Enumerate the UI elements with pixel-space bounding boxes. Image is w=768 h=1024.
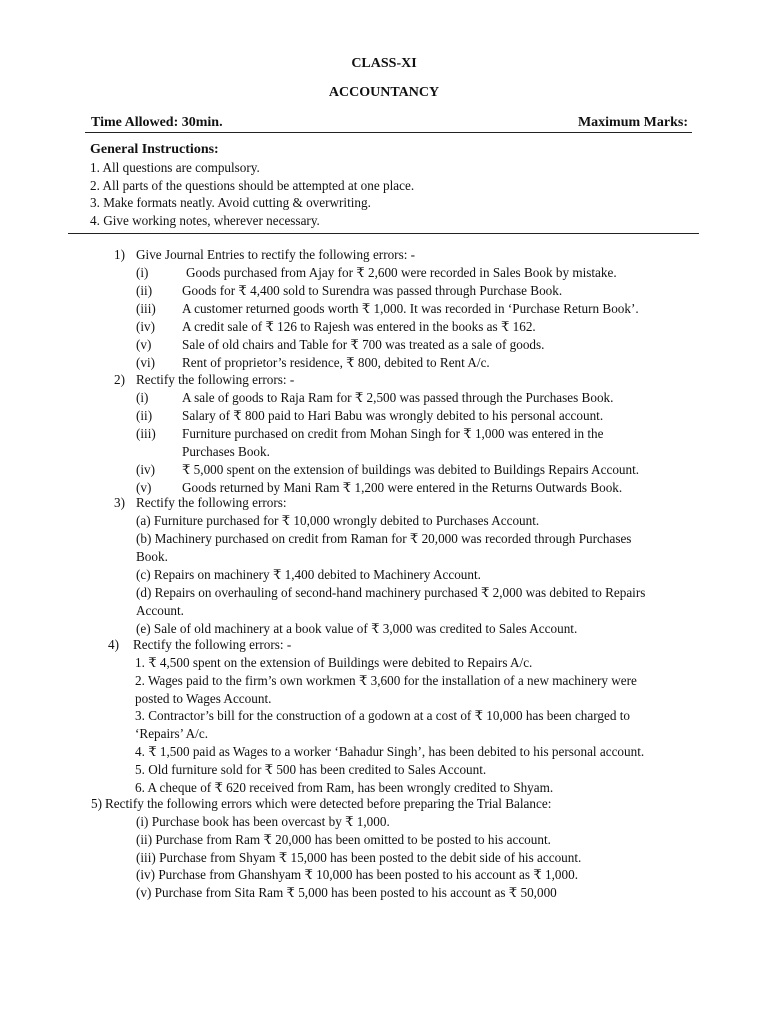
instruction-item: 4. Give working notes, wherever necessary. [90, 212, 320, 228]
question-line: (c) Repairs on machinery ₹ 1,400 debited to Machinery Account. [136, 567, 481, 582]
question-heading [114, 494, 645, 512]
sub-question-text: Sale of old chairs and Table for ₹ 700 was treated as a sale of goods. [182, 337, 545, 352]
question-2 [114, 371, 639, 497]
sub-question-text: Salary of ₹ 800 paid to Hari Babu was wrongly debited to his personal account. [182, 408, 604, 423]
question-line: 6. A cheque of ₹ 620 received from Ram, has been wrongly credited to Shyam. [135, 779, 554, 795]
question-prompt: Rectify the following errors: [136, 495, 287, 510]
sub-question-label: (i) [136, 265, 149, 280]
sub-question-text: ₹ 5,000 spent on the extension of buildings was debited to Buildings Repairs Account. [182, 462, 640, 477]
question-1 [114, 246, 639, 372]
class-title: CLASS-XI [351, 56, 417, 71]
sub-question [136, 300, 639, 318]
question-line: Book. [136, 549, 168, 564]
sub-question-label: (iv) [136, 319, 156, 334]
question-heading [91, 795, 581, 813]
question-line: (v) Purchase from Sita Ram ₹ 5,000 has been posted to his account as ₹ 50,000 [136, 885, 557, 901]
question-4 [108, 636, 644, 796]
question-number: 3) [114, 495, 125, 510]
instruction-item: 3. Make formats neatly. Avoid cutting & overwriting. [90, 195, 371, 210]
sub-question-label: (ii) [136, 283, 153, 298]
sub-question-label: (i) [136, 390, 149, 405]
sub-question-text: A sale of goods to Raja Ram for ₹ 2,500 was passed through the Purchases Book. [182, 390, 614, 405]
sub-question-label: (ii) [136, 408, 153, 423]
question-number: 5) [91, 796, 102, 811]
sub-question [136, 318, 639, 336]
instruction-item: 1. All questions are compulsory. [90, 160, 260, 175]
question-number: 4) [108, 637, 119, 652]
sub-question [136, 354, 639, 372]
question-line: (d) Repairs on overhauling of second-hand machinery purchased ₹ 2,000 was debited to Repairs [136, 585, 646, 600]
exam-meta-row [91, 114, 690, 132]
question-prompt: Give Journal Entries to rectify the following errors: - [136, 247, 416, 262]
instructions-divider [68, 233, 699, 234]
sub-question-label: (iii) [136, 426, 156, 441]
sub-question-label: (v) [136, 480, 152, 495]
question-3 [114, 494, 645, 638]
sub-question-text: Rent of proprietor’s residence, ₹ 800, debited to Rent A/c. [182, 355, 490, 370]
question-line: (iv) Purchase from Ghanshyam ₹ 10,000 has been posted to his account as ₹ 1,000. [136, 867, 578, 883]
question-line: 2. Wages paid to the firm’s own workmen ₹ 3,600 for the installation of a new machinery were [135, 672, 637, 688]
sub-question-text: A credit sale of ₹ 126 to Rajesh was entered in the books as ₹ 162. [182, 319, 536, 334]
time-allowed: Time Allowed: 30min. [91, 115, 223, 130]
sub-question [136, 407, 639, 425]
sub-question-label: (vi) [136, 355, 156, 370]
question-line: (b) Machinery purchased on credit from Raman for ₹ 20,000 was recorded through Purchases [136, 531, 632, 546]
sub-question [136, 461, 639, 479]
question-prompt: Rectify the following errors which were detected before preparing the Trial Balance: [105, 796, 552, 811]
sub-question-text: Purchases Book. [182, 444, 270, 459]
maximum-marks: Maximum Marks: [577, 115, 688, 130]
sub-question [136, 264, 639, 282]
sub-question [136, 282, 639, 300]
instructions-title: General Instructions: [90, 142, 219, 157]
question-line: ‘Repairs’ A/c. [135, 726, 208, 742]
question-prompt: Rectify the following errors: - [136, 372, 295, 387]
question-line: (e) Sale of old machinery at a book value of ₹ 3,000 was credited to Sales Account. [136, 621, 578, 636]
sub-question-label: (v) [136, 337, 152, 352]
question-line: (ii) Purchase from Ram ₹ 20,000 has been omitted to be posted to his account. [136, 831, 551, 847]
sub-question [136, 336, 639, 354]
question-line: 3. Contractor’s bill for the construction of a godown at a cost of ₹ 10,000 has been charged to [135, 708, 630, 724]
question-heading [114, 246, 639, 264]
sub-question-text: Goods returned by Mani Ram ₹ 1,200 were entered in the Returns Outwards Book. [182, 480, 623, 495]
question-line: 4. ₹ 1,500 paid as Wages to a worker ‘Bahadur Singh’, has been debited to his personal account. [135, 743, 645, 759]
question-line: (iii) Purchase from Shyam ₹ 15,000 has been posted to the debit side of his account. [136, 849, 582, 865]
question-number: 1) [114, 247, 125, 262]
question-heading [108, 636, 644, 654]
question-line: (a) Furniture purchased for ₹ 10,000 wrongly debited to Purchases Account. [136, 513, 540, 528]
question-line: posted to Wages Account. [135, 690, 272, 706]
question-5 [91, 795, 581, 902]
header-divider [85, 132, 692, 133]
question-line: (i) Purchase book has been overcast by ₹ 1,000. [136, 814, 390, 829]
subject-title: ACCOUNTANCY [328, 85, 440, 100]
sub-question-text: Goods purchased from Ajay for ₹ 2,600 were recorded in Sales Book by mistake. [186, 265, 617, 280]
question-heading [114, 371, 639, 389]
sub-question-label: (iii) [136, 301, 156, 316]
question-prompt: Rectify the following errors: - [133, 637, 292, 652]
sub-question-text: Goods for ₹ 4,400 sold to Surendra was passed through Purchase Book. [182, 283, 563, 298]
sub-question-label: (iv) [136, 462, 156, 477]
sub-question-text: A customer returned goods worth ₹ 1,000. It was recorded in ‘Purchase Return Book’. [182, 301, 639, 316]
question-line: 1. ₹ 4,500 spent on the extension of Buildings were debited to Repairs A/c. [135, 655, 533, 670]
sub-question [136, 425, 639, 443]
question-line: Account. [136, 603, 184, 618]
sub-question-text: Furniture purchased on credit from Mohan Singh for ₹ 1,000 was entered in the [182, 426, 604, 441]
sub-question [136, 389, 639, 407]
question-number: 2) [114, 372, 125, 387]
instruction-item: 2. All parts of the questions should be attempted at one place. [90, 177, 415, 193]
sub-question-continuation [136, 443, 639, 461]
question-line: 5. Old furniture sold for ₹ 500 has been credited to Sales Account. [135, 761, 487, 777]
instructions-list [90, 159, 414, 229]
